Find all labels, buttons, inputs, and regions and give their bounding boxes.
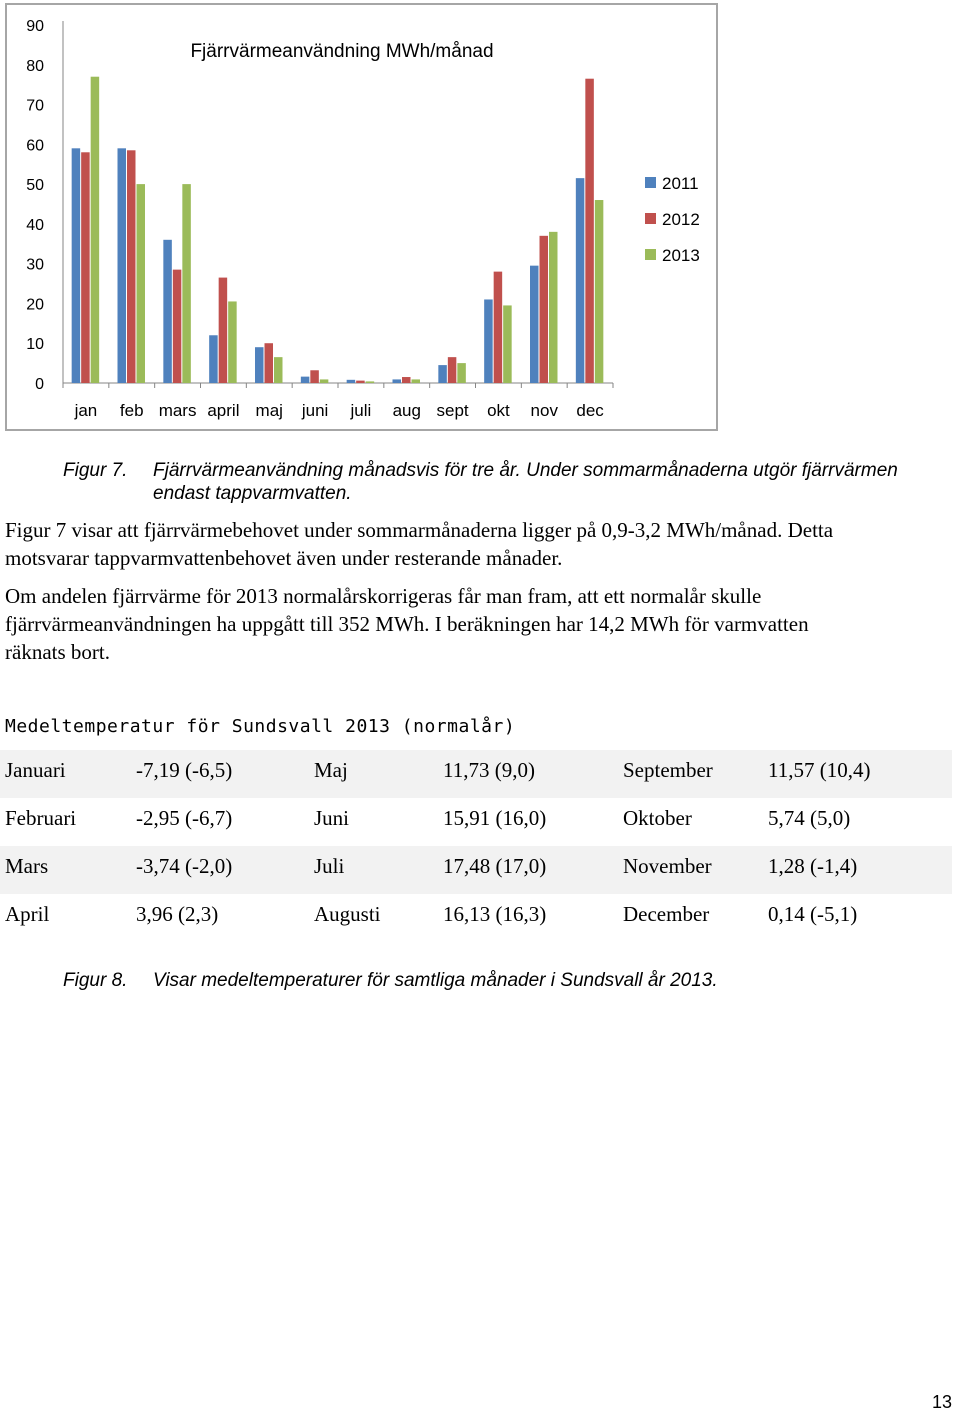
- table-cell: Juni: [314, 806, 350, 830]
- table-cell: 1,28 (-1,4): [768, 854, 858, 878]
- x-tick-label: okt: [487, 401, 510, 420]
- x-tick-label: dec: [576, 401, 604, 420]
- x-tick-label: juni: [301, 401, 329, 420]
- paragraph-2-line-3: räknats bort.: [5, 640, 110, 664]
- chart-title: Fjärrvärmeanvändning MWh/månad: [190, 41, 494, 62]
- figure-7-number: Figur 7.: [63, 460, 128, 481]
- table-cell: 5,74 (5,0): [768, 806, 851, 830]
- bar-2012-april: [219, 278, 228, 383]
- x-tick-label: juli: [350, 401, 372, 420]
- bar-2011-okt: [484, 299, 493, 383]
- y-tick-label: 0: [35, 376, 44, 393]
- legend-swatch-2011: [645, 177, 656, 188]
- table-cell: 15,91 (16,0): [443, 806, 547, 830]
- table-cell: Augusti: [314, 902, 381, 926]
- table-cell: 11,73 (9,0): [443, 758, 535, 782]
- table-cell: November: [623, 854, 712, 878]
- bar-2012-mars: [173, 270, 182, 383]
- paragraph-2: [5, 582, 955, 666]
- table-cell: Oktober: [623, 806, 692, 830]
- bar-2012-nov: [540, 236, 549, 383]
- bar-2011-aug: [393, 379, 402, 383]
- y-tick-label: 20: [26, 296, 44, 314]
- figure-7-caption-line-1: Fjärrvärmeanvändning månadsvis för tre år. Under sommarmånaderna utgör fjärrvärmen: [153, 460, 898, 481]
- table-cell: 3,96 (2,3): [136, 902, 219, 926]
- bar-2012-feb: [127, 150, 136, 383]
- bar-2013-juni: [320, 379, 329, 383]
- bar-2012-dec: [585, 79, 594, 383]
- bar-2013-nov: [549, 232, 558, 383]
- table-cell: 16,13 (16,3): [443, 902, 547, 926]
- table-cell: -7,19 (-6,5): [136, 758, 233, 782]
- bar-2011-juni: [301, 377, 310, 383]
- y-tick-label: 30: [26, 256, 44, 274]
- bar-2013-jan: [91, 77, 100, 383]
- table-cell: Maj: [314, 758, 348, 782]
- legend-label-2012: 2012: [662, 210, 700, 229]
- bar-2011-nov: [530, 266, 539, 383]
- y-tick-label: 60: [26, 137, 44, 155]
- table-cell: -3,74 (-2,0): [136, 854, 233, 878]
- y-tick-label: 40: [26, 216, 44, 234]
- table-row: [0, 894, 952, 942]
- x-tick-label: jan: [74, 401, 98, 420]
- legend-label-2011: 2011: [662, 174, 699, 193]
- table-row: [0, 846, 952, 894]
- bar-2011-jan: [72, 148, 81, 383]
- page-number: 13: [931, 1392, 952, 1412]
- bar-2013-juli: [366, 381, 375, 383]
- bar-2013-okt: [503, 305, 512, 383]
- bar-2011-sept: [438, 365, 447, 383]
- legend-swatch-2012: [645, 213, 656, 224]
- bar-2012-jan: [81, 152, 90, 383]
- temperature-table: [0, 750, 952, 942]
- bar-2012-aug: [402, 377, 411, 383]
- bar-2011-maj: [255, 347, 264, 383]
- table-row: [0, 750, 952, 798]
- table-cell: Mars: [5, 854, 49, 878]
- paragraph-1: [5, 516, 955, 572]
- x-tick-label: aug: [392, 401, 421, 420]
- x-tick-label: april: [207, 401, 240, 420]
- bar-2012-sept: [448, 357, 457, 383]
- paragraph-2-line-2: fjärrvärmeanvändningen ha uppgått till 352 MWh. I beräkningen har 14,2 MWh för varmvatten: [5, 612, 809, 636]
- y-tick-label: 70: [26, 97, 44, 115]
- y-tick-label: 90: [26, 18, 44, 35]
- x-tick-label: sept: [436, 401, 469, 420]
- table-cell: Januari: [5, 758, 66, 782]
- table-cell: 11,57 (10,4): [768, 758, 871, 782]
- x-tick-label: feb: [119, 401, 144, 420]
- table-cell: December: [623, 902, 710, 926]
- bar-2012-okt: [494, 272, 503, 383]
- table-cell: 17,48 (17,0): [443, 854, 547, 878]
- legend-swatch-2013: [645, 249, 656, 260]
- figure-8-caption-text: Visar medeltemperaturer för samtliga månader i Sundsvall år 2013.: [153, 970, 718, 991]
- table-cell: -2,95 (-6,7): [136, 806, 233, 830]
- bar-2011-april: [209, 335, 218, 383]
- figure-7-caption-line-2: endast tappvarmvatten.: [153, 483, 352, 504]
- table-row: [0, 798, 952, 846]
- table-cell: 0,14 (-5,1): [768, 902, 858, 926]
- bar-2013-sept: [457, 363, 466, 383]
- bar-2011-feb: [118, 148, 127, 383]
- table-cell: Februari: [5, 806, 77, 830]
- table-cell: Juli: [314, 854, 345, 878]
- y-tick-label: 10: [26, 336, 44, 354]
- temperature-heading: Medeltemperatur för Sundsvall 2013 (normalår): [5, 716, 516, 737]
- bar-2011-mars: [163, 240, 172, 383]
- bar-2013-mars: [182, 184, 191, 383]
- chart-figure-7: [5, 3, 718, 431]
- bar-2012-juni: [310, 370, 319, 383]
- bar-2013-maj: [274, 357, 283, 383]
- legend-label-2013: 2013: [662, 246, 700, 265]
- y-tick-label: 50: [26, 177, 44, 195]
- bar-2013-april: [228, 301, 237, 383]
- bar-2011-juli: [347, 380, 356, 383]
- x-tick-label: mars: [158, 401, 197, 420]
- paragraph-1-line-1: Figur 7 visar att fjärrvärmebehovet under sommarmånaderna ligger på 0,9-3,2 MWh/månad. Detta: [5, 518, 834, 542]
- figure-8-caption: [63, 969, 953, 993]
- bar-2013-dec: [595, 200, 604, 383]
- paragraph-1-line-2: motsvarar tappvarmvattenbehovet även under resterande månader.: [5, 546, 563, 570]
- figure-8-number: Figur 8.: [63, 970, 128, 991]
- x-tick-label: nov: [530, 401, 558, 420]
- figure-7-caption: [63, 459, 953, 507]
- paragraph-2-line-1: Om andelen fjärrvärme för 2013 normalårskorrigeras får man fram, att ett normalår skulle: [5, 584, 762, 608]
- bar-chart: [7, 5, 716, 429]
- x-tick-label: maj: [255, 401, 283, 420]
- bar-2013-feb: [137, 184, 146, 383]
- y-tick-label: 80: [26, 57, 44, 75]
- table-cell: April: [5, 902, 50, 926]
- table-cell: September: [623, 758, 713, 782]
- bar-2012-maj: [265, 343, 274, 383]
- bar-2013-aug: [412, 379, 421, 383]
- bar-2011-dec: [576, 178, 585, 383]
- bar-2012-juli: [356, 381, 365, 383]
